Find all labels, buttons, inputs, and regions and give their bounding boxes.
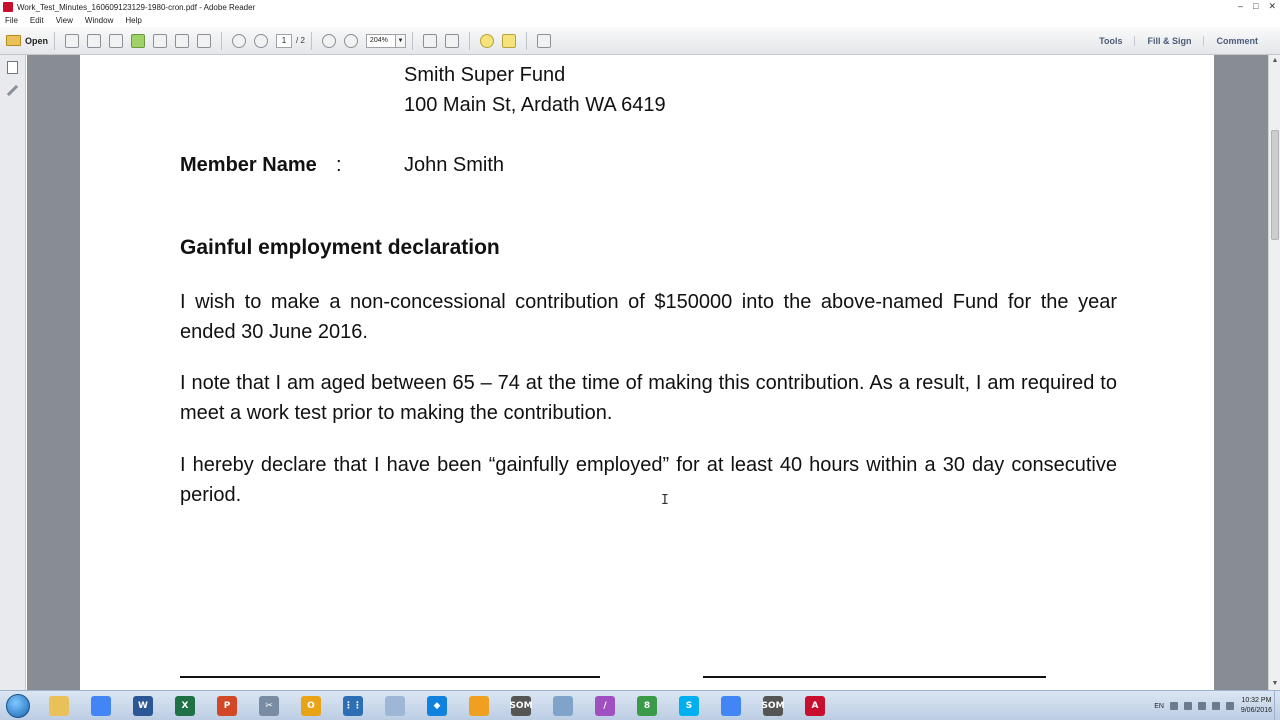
taskbar-app-app-8[interactable] [630,692,664,720]
som-2-icon: SOM [763,696,783,716]
page-total: / 2 [296,36,305,45]
excel-icon: X [175,696,195,716]
skype-icon: S [679,696,699,716]
fund-address: 100 Main St, Ardath WA 6419 [404,94,666,116]
highlight-icon[interactable] [502,34,516,48]
powerpoint-icon: P [217,696,237,716]
fit-page-icon[interactable] [423,34,437,48]
menu-help[interactable]: Help [125,16,142,25]
date-line [703,676,1046,678]
taskbar-app-excel[interactable] [168,692,202,720]
toolbar-divider [469,32,470,50]
chrome-2-icon [721,696,741,716]
menu-edit[interactable]: Edit [29,16,44,25]
menu-view[interactable]: View [55,16,73,25]
taskbar-apps [34,692,832,720]
taskbar-app-som-2[interactable] [756,692,790,720]
language-indicator[interactable]: EN [1154,702,1164,710]
section-heading: Gainful employment declaration [180,236,500,259]
taskbar-app-acrobat[interactable] [798,692,832,720]
signature-line [180,676,600,678]
zoom-dropdown-chevron-icon[interactable]: ▼ [396,34,406,48]
taskbar-app-chrome-2[interactable] [714,692,748,720]
zoom-input[interactable]: 204% [366,34,396,48]
taskbar-app-chrome[interactable] [84,692,118,720]
toolbar-divider [311,32,312,50]
page-thumbnails-icon[interactable] [7,61,18,74]
toolbar-divider [54,32,55,50]
word-icon: W [133,696,153,716]
export-pdf-icon[interactable] [87,34,101,48]
show-desktop-button[interactable] [1274,691,1280,720]
member-name-label: Member Name [180,154,317,176]
task-pane-tabs [1087,27,1270,55]
print-icon[interactable] [175,34,189,48]
taskbar-app-audio[interactable] [462,692,496,720]
audio-icon [469,696,489,716]
toolbar [0,27,1280,55]
fill-sign-tab[interactable]: Fill & Sign [1134,36,1203,46]
clock[interactable] [1241,696,1272,716]
scrollbar-thumb[interactable] [1271,130,1279,240]
expand-icon[interactable] [537,34,551,48]
next-page-icon[interactable] [254,34,268,48]
title-bar [0,0,1280,14]
system-tray [1154,691,1234,720]
email-icon[interactable] [197,34,211,48]
signatures-icon[interactable] [7,85,18,96]
zoom-out-icon[interactable] [322,34,336,48]
som-icon: SOM [511,696,531,716]
toolbar-divider [412,32,413,50]
close-button[interactable]: ✕ [1268,1,1276,11]
navigation-pane [0,55,26,690]
cloud-upload-icon[interactable] [131,34,145,48]
zoom-in-icon[interactable] [344,34,358,48]
scroll-down-icon[interactable]: ▼ [1271,680,1279,687]
open-button[interactable] [6,35,48,46]
previous-page-icon[interactable] [232,34,246,48]
pen-icon: / [595,696,615,716]
taskbar [0,690,1280,720]
minimize-button[interactable]: – [1238,1,1244,11]
clock-date: 9/06/2016 [1240,707,1272,714]
page-number-input[interactable]: 1 [276,34,292,48]
clock-time: 10:32 PM [1241,697,1272,704]
menu-window[interactable]: Window [84,16,114,25]
taskbar-app-powerpoint[interactable] [210,692,244,720]
network-icon[interactable] [1198,702,1206,710]
app-8-icon: 8 [637,696,657,716]
taskbar-app-som[interactable] [504,692,538,720]
toolbar-divider [221,32,222,50]
toolbar-divider [526,32,527,50]
taskbar-app-writer[interactable] [546,692,580,720]
taskbar-app-explorer[interactable] [42,692,76,720]
tray-chevron-icon[interactable] [1170,702,1178,710]
writer-icon [553,696,573,716]
start-button[interactable] [2,692,34,720]
chrome-icon [91,696,111,716]
sticky-note-icon[interactable] [480,34,494,48]
action-center-icon[interactable] [1184,702,1192,710]
edit-pdf-icon[interactable] [109,34,123,48]
taskbar-app-pen[interactable] [588,692,622,720]
taskbar-app-apps-grid[interactable] [336,692,370,720]
adobe-reader-icon [3,2,13,12]
menu-file[interactable]: File [5,16,18,25]
volume-icon[interactable] [1212,702,1220,710]
scroll-up-icon[interactable]: ▲ [1271,57,1279,64]
taskbar-app-outlook[interactable] [294,692,328,720]
dropbox-icon: ◆ [427,696,447,716]
acrobat-icon: A [805,696,825,716]
maximize-button[interactable]: □ [1253,1,1259,11]
notepad-icon [385,696,405,716]
power-icon[interactable] [1226,702,1234,710]
window-controls [1238,1,1276,12]
create-pdf-icon[interactable] [65,34,79,48]
menu-bar [0,14,1280,27]
open-label: Open [25,35,49,46]
window-title: Work_Test_Minutes_160609123129-1980-cron.pdf - Adobe Reader [17,2,256,12]
text-cursor-icon: I [661,493,669,508]
declaration-paragraph-1: I wish to make a non-concessional contribution of $150000 into the above-named Fund for the year ended 30 June 2016. [180,291,1117,343]
member-name-value: John Smith [404,154,505,176]
taskbar-app-word[interactable] [126,692,160,720]
declaration-paragraph-2: I note that I am aged between 65 – 74 at the time of making this contribution. As a result, I am required to meet a work test prior to making the contribution. [180,372,1117,424]
member-name-colon: : [336,154,342,176]
folder-icon [6,35,21,46]
windows-logo-icon [6,694,30,718]
apps-grid-icon: ⋮⋮ [343,696,363,716]
tools-tab[interactable]: Tools [1099,36,1123,46]
full-screen-icon[interactable] [445,34,459,48]
declaration-paragraph-3: I hereby declare that I have been “gainfully employed” for at least 40 hours within a 30 day consecutive period. [180,454,1117,506]
taskbar-app-notepad[interactable] [378,692,412,720]
vertical-scrollbar[interactable] [1268,55,1280,690]
taskbar-app-dropbox[interactable] [420,692,454,720]
taskbar-app-snipping-tool[interactable] [252,692,286,720]
comment-tab[interactable]: Comment [1203,36,1270,46]
snipping-tool-icon: ✂ [259,696,279,716]
explorer-icon [49,696,69,716]
taskbar-app-skype[interactable] [672,692,706,720]
fund-name: Smith Super Fund [404,64,566,86]
save-icon[interactable] [153,34,167,48]
outlook-icon: O [301,696,321,716]
